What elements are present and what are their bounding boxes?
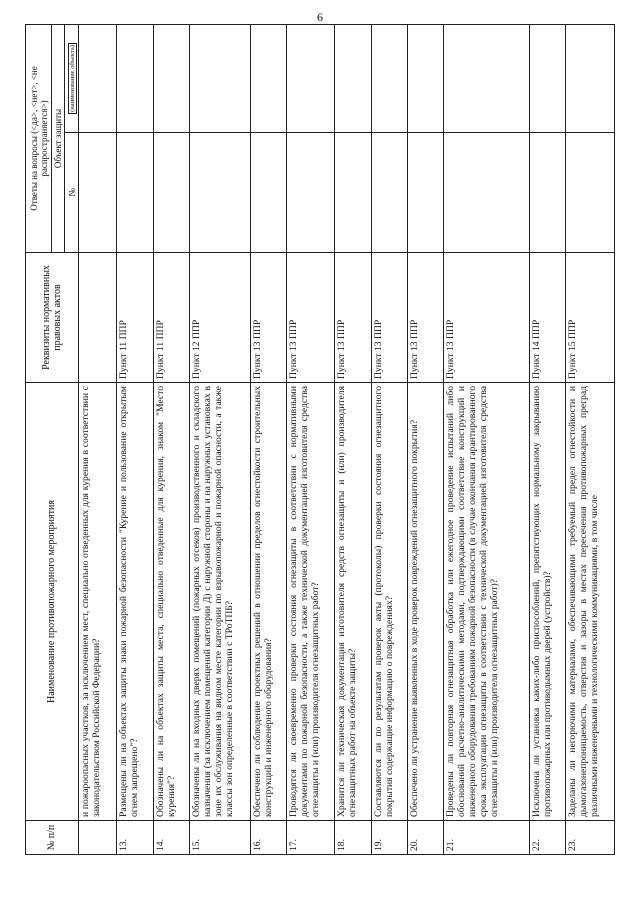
row-num: 16. [250,821,286,855]
row-requisites [79,253,117,383]
table-row [190,24,251,854]
table-row [250,24,286,854]
header-num: № п/п [26,821,79,855]
object-cell[interactable] [335,24,371,132]
object-cell[interactable] [190,24,251,132]
object-cell[interactable] [287,24,335,132]
row-name: Проведены ли повторная огнезащитная обработка или ежегодное проведение испытаний либо обоснований расчетно-аналитическими методами, подтверждающими соответствие конструкций и инженерного оборудования требованиям пожарной безопасности (в случае окончания гарантированного срока эксплуатации огнезащиты в соответствии с технической документацией изготовителя средства огнезащиты и (или) производителя огнезащитных работ)? [444,383,529,821]
row-requisites: Пункт 13 ППР [444,253,529,383]
row-name: Проводятся ли своевременно проверки состояния огнезащиты в соответствии с нормативными документами по пожарной безопасности, а также технической документацией изготовителя средства огнезащиты и (или) производителя огнезащитных работ? [287,383,335,821]
table-row [79,24,117,854]
object-cell[interactable] [565,24,614,132]
table-row [565,24,614,854]
object-cell[interactable] [117,24,153,132]
table-row [444,24,529,854]
row-num: 23. [565,821,614,855]
header-requisites: Реквизиты нормативных правовых актов [26,253,79,383]
table-row [371,24,407,854]
answer-cell[interactable] [190,133,251,253]
row-requisites: Пункт 13 ППР [335,253,371,383]
row-name: Размещены ли на объектах защиты знаки пожарной безопасности "Курение и пользование открытым огнем запрещено"? [117,383,153,821]
answer-cell[interactable] [250,133,286,253]
row-requisites: Пункт 13 ППР [287,253,335,383]
answer-cell[interactable] [371,133,407,253]
row-num: 17. [287,821,335,855]
answer-cell[interactable] [153,133,189,253]
row-name: Обозначены ли на объектах защиты места, специально отведенные для курения, знаком "Место курения"? [153,383,189,821]
object-cell[interactable] [407,24,443,132]
row-requisites: Пункт 14 ППР [529,253,565,383]
header-object: Объект защиты [52,24,65,252]
answer-cell[interactable] [335,133,371,253]
row-requisites: Пункт 15 ППР [565,253,614,383]
header-answers: Ответы на вопросы (<да>, <нет>, <не распространяется>) [26,24,52,252]
row-requisites: Пункт 13 ППР [407,253,443,383]
header-name: Наименование противопожарного мероприятия [26,383,79,821]
row-num: 14. [153,821,189,855]
table-row [117,24,153,854]
object-cell[interactable] [250,24,286,132]
answer-cell[interactable] [565,133,614,253]
row-num: 13. [117,821,153,855]
table-row [153,24,189,854]
row-num: 22. [529,821,565,855]
row-name: Заделаны ли негорючими материалами, обеспечивающими требуемый предел огнестойкости и дымогазонепроницаемость, отверстия и зазоры в местах пересечения противопожарных преград различными инженерными и технологическими коммуникациями, в том числе [565,383,614,821]
object-cell[interactable] [444,24,529,132]
header-object-num: № [65,133,79,253]
checklist-sheet [25,25,615,855]
table-row [529,24,565,854]
row-name: Исключена ли установка каких-либо приспособлений, препятствующих нормальному закрыванию противопожарных или противодымных дверей (устройств)? [529,383,565,821]
row-requisites: Пункт 11 ППР [153,253,189,383]
row-num: 19. [371,821,407,855]
row-requisites: Пункт 11 ППР [117,253,153,383]
row-name: и пожароопасных участков, за исключением мест, специально отведенных для курения в соответствии с законодательством Российской Федерации? [79,383,117,821]
answer-cell[interactable] [444,133,529,253]
object-cell[interactable] [371,24,407,132]
row-num: 20. [407,821,443,855]
answer-cell[interactable] [407,133,443,253]
row-name: Обеспечено ли соблюдение проектных решений в отношении пределов огнестойкости строительных конструкций и инженерного оборудования? [250,383,286,821]
row-requisites: Пункт 13 ППР [250,253,286,383]
table-row [407,24,443,854]
table-row [287,24,335,854]
row-name: Составляются ли по результатам проверок акты (протоколы) проверки состояния огнезащитного покрытия содержащие информацию о повреждениях? [371,383,407,821]
row-name: Обозначены ли на входных дверях помещений (пожарных отсеков) производственного и складского назначения (за исключением помещений категории Д) с наружной стороны и на наружных установках в зоне их обслуживания на видном месте категории по взрывопожарной и пожарной опасности, а также классы зон определенные в соответствии с ТРоТПБ? [190,383,251,821]
object-cell[interactable] [79,24,117,132]
header-object-name: (наименование объекта) [69,45,76,112]
row-num: 18. [335,821,371,855]
row-requisites: Пункт 13 ППР [371,253,407,383]
table-row [335,24,371,854]
checklist-table [25,24,615,855]
answer-cell[interactable] [79,133,117,253]
row-num: 21. [444,821,529,855]
answer-cell[interactable] [287,133,335,253]
row-num [79,821,117,855]
row-requisites: Пункт 12 ППР [190,253,251,383]
page-number: 6 [317,10,323,24]
answer-cell[interactable] [117,133,153,253]
object-cell[interactable] [529,24,565,132]
answer-cell[interactable] [529,133,565,253]
header-object-name-cell [65,24,79,132]
row-name: Хранится ли техническая документация изготовителя средств огнезащиты и (или) производителя огнезащитных работ на объекте защиты? [335,383,371,821]
row-name: Обеспечено ли устранение выявленных в ходе проверок повреждений огнезащитного покрытия? [407,383,443,821]
object-cell[interactable] [153,24,189,132]
row-num: 15. [190,821,251,855]
